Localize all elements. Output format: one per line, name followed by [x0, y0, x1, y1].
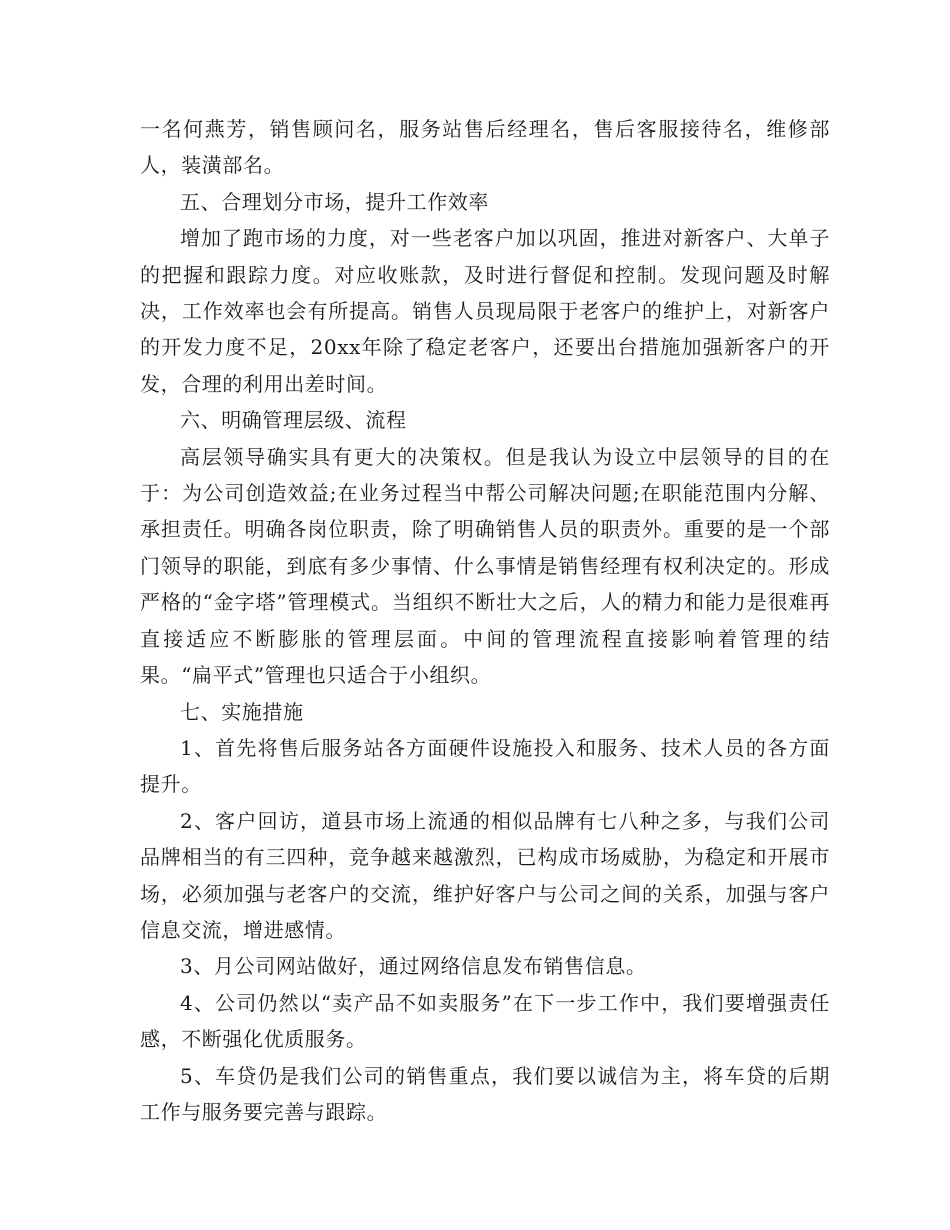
paragraph-staffing-continuation: 一名何燕芳，销售顾问名，服务站售后经理名，售后客服接待名，维修部人，装潢部名。 [140, 117, 830, 178]
measure-item-3: 3、月公司网站做好，通过网络信息发布销售信息。 [180, 954, 647, 979]
section-heading-management-levels: 六、明确管理层级、流程 [180, 408, 407, 433]
section-heading-market-division: 五、合理划分市场，提升工作效率 [180, 189, 489, 214]
measure-item-2: 2、客户回访，道县市场上流通的相似品牌有七八种之多，与我们公司品牌相当的有三四种，竞争越来越激烈，已构成市场威胁，为稳定和开展市场，必须加强与老客户的交流，维护好客户与公司之间的关系，加强与客户信息交流，增进感情。 [140, 808, 830, 942]
measure-item-4: 4、公司仍然以“卖产品不如卖服务”在下一步工作中，我们要增强责任感，不断强化优质服务。 [140, 990, 830, 1052]
paragraph-market-division: 增加了跑市场的力度，对一些老客户加以巩固，推进对新客户、大单子的把握和跟踪力度。对应收账款，及时进行督促和控制。发现问题及时解决，工作效率也会有所提高。销售人员现局限于老客户的维护上，对新客户的开发力度不足，20xx年除了稳定老客户，还要出台措施加强新客户的开发，合理的利用出差时间。 [140, 226, 830, 396]
measure-item-1: 1、首先将售后服务站各方面硬件设施投入和服务、技术人员的各方面提升。 [140, 735, 830, 797]
document-body [140, 111, 830, 1130]
paragraph-management-levels: 高层领导确实具有更大的决策权。但是我认为设立中层领导的目的在于：为公司创造效益;在业务过程当中帮公司解决问题;在职能范围内分解、承担责任。明确各岗位职责，除了明确销售人员的职责外。重要的是一个部门领导的职能，到底有多少事情、什么事情是销售经理有权利决定的。形成严格的“金字塔”管理模式。当组织不断壮大之后，人的精力和能力是很难再直接适应不断膨胀的管理层面。中间的管理流程直接影响着管理的结果。“扁平式”管理也只适合于小组织。 [140, 444, 830, 688]
section-heading-measures: 七、实施措施 [180, 699, 304, 724]
measure-item-5: 5、车贷仍是我们公司的销售重点，我们要以诚信为主，将车贷的后期工作与服务要完善与跟踪。 [140, 1063, 830, 1124]
